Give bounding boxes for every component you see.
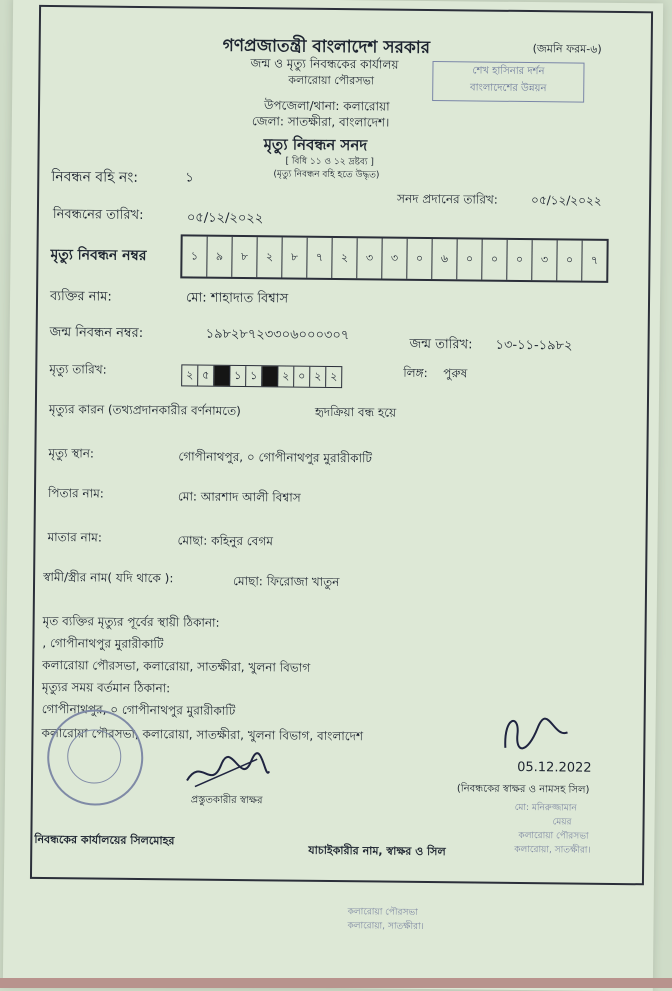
spouse-label: স্বামী/স্ত্রীর নাম( যদি থাকে ): xyxy=(43,569,174,586)
spouse-value: মোছা: ফিরোজা খাতুন xyxy=(233,573,340,590)
verifier-stamp-place: কলারোয়া, সাতক্ষীরা। xyxy=(347,921,424,932)
death-date-digit: ২ xyxy=(330,369,338,383)
dob-value: ১৩-১১-১৯৮২ xyxy=(495,337,573,354)
slogan-line-1: শেখ হাসিনার দর্শন xyxy=(472,65,545,78)
book-no-label: নিবন্ধন বহি নং: xyxy=(51,169,139,186)
death-date-digit: ৫ xyxy=(198,366,214,386)
reg-no-digit: ৬ xyxy=(432,239,457,279)
office-seal-label: নিবন্ধকের কার্যালয়ের সিলমোহর xyxy=(34,832,175,848)
preparer-signature xyxy=(181,750,271,795)
reg-no-digit: ০ xyxy=(557,240,582,280)
from-book-note: (মৃত্যু নিবন্ধন বহি হতে উদ্ধৃত) xyxy=(273,169,380,181)
gender-value: পুরুষ xyxy=(443,366,468,381)
mother-label: মাতার নাম: xyxy=(47,530,103,545)
preparer-signature-label: প্রস্তুতকারীর স্বাক্ষর xyxy=(190,794,263,807)
mayor-name: মো: মনিরুজ্জামান xyxy=(514,802,577,814)
office-seal xyxy=(47,709,144,806)
registrar-signature-label: (নিবন্ধকের স্বাক্ষর ও নামসহ সিল) xyxy=(456,783,590,796)
gov-title: গণপ্রজাতন্ত্রী বাংলাদেশ সরকার xyxy=(222,35,431,58)
reg-no-digit: ৮ xyxy=(232,237,257,277)
signed-date: 05.12.2022 xyxy=(517,759,592,776)
slogan-stamp xyxy=(432,61,584,103)
death-date-digit: ০ xyxy=(294,367,310,387)
gender-label: লিঙ্গ: xyxy=(403,365,428,380)
reg-no-digit: ২ xyxy=(257,237,282,277)
mayor-place: কলারোয়া, সাতক্ষীরা। xyxy=(514,844,591,856)
certificate-title: মৃত্যু নিবন্ধন সনদ xyxy=(263,135,368,155)
reg-no-box xyxy=(180,234,608,282)
certificate-paper xyxy=(3,0,663,991)
municipality-line: কলারোয়া পৌরসভা xyxy=(288,73,375,88)
issue-date-value: ০৫/১২/২০২২ xyxy=(531,193,602,208)
death-date-label: মৃত্যু তারিখ: xyxy=(49,362,107,377)
verifier-stamp-org: কলারোয়া পৌরসভা xyxy=(347,907,418,918)
curr-addr-label: মৃত্যুর সময় বর্তমান ঠিকানা: xyxy=(41,679,171,696)
death-date-digit xyxy=(214,366,230,386)
reg-no-digit: ০ xyxy=(457,239,482,279)
reg-no-digit: ০ xyxy=(507,240,532,280)
reg-date-label: নিবন্ধনের তারিখ: xyxy=(52,207,144,223)
issue-date-label: সনদ প্রদানের তারিখ: xyxy=(397,191,498,207)
death-date-digit: ১ xyxy=(230,366,246,386)
death-date-digit: ১ xyxy=(246,366,262,386)
form-label: (জমনি ফরম-৬) xyxy=(532,42,602,56)
reg-no-digit: ২ xyxy=(332,238,357,278)
name-value: মো: শাহাদাত বিশ্বাস xyxy=(185,290,289,307)
father-value: মো: আরশাদ আলী বিশ্বাস xyxy=(177,489,301,505)
mayor-org: কলারোয়া পৌরসভা xyxy=(518,830,589,842)
name-label: ব্যক্তির নাম: xyxy=(49,289,112,305)
perm-addr-line-1: , গোপীনাথপুর মুরারীকাটি xyxy=(42,635,164,652)
slogan-line-2: বাংলাদেশের উন্নয়ন xyxy=(470,82,547,95)
reg-no-digit: ৩ xyxy=(357,238,382,278)
death-date-digit: ২ xyxy=(310,367,326,387)
death-date-digit xyxy=(262,366,278,386)
reg-no-label: মৃত্যু নিবন্ধন নম্বর xyxy=(50,247,147,265)
curr-addr-line-1: গোপীনাথপুর, ০ গোপীনাথপুর মুরারীকাটি xyxy=(41,701,236,718)
reg-date-value: ০৫/১২/২০২২ xyxy=(186,210,264,227)
curr-addr-line-2: কলারোয়া পৌরসভা, কলারোয়া, সাতক্ষীরা, খুলনা বিভাগ, বাংলাদেশ xyxy=(41,725,364,744)
registrar-signature xyxy=(497,708,578,765)
reg-no-digit: ১ xyxy=(182,236,207,276)
table-edge xyxy=(0,978,672,988)
death-date-box xyxy=(181,364,342,388)
reg-no-digit: ৭ xyxy=(307,238,332,278)
death-date-digit: ২ xyxy=(278,366,294,386)
office-line: জন্ম ও মৃত্যু নিবন্ধকের কার্যালয় xyxy=(250,56,399,72)
perm-addr-line-2: কলারোয়া পৌরসভা, কলারোয়া, সাতক্ষীরা, খুলনা বিভাগ xyxy=(42,657,311,675)
reg-no-digit: ৩ xyxy=(532,240,557,280)
place-value: গোপীনাথপুর, ০ গোপীনাথপুর মুরারীকাটি xyxy=(178,449,373,466)
book-no-value: ১ xyxy=(185,170,194,186)
dob-label: জন্ম তারিখ: xyxy=(409,336,473,353)
reg-no-digit: ০ xyxy=(482,240,507,280)
district-line: জেলা: সাতক্ষীরা, বাংলাদেশ। xyxy=(251,114,390,130)
reg-no-digit: ৮ xyxy=(282,237,307,277)
mother-value: মোছা: কহিনুর বেগম xyxy=(177,533,273,549)
perm-addr-label: মৃত ব্যক্তির মৃত্যুর পূর্বের স্থায়ী ঠিকানা: xyxy=(42,613,220,630)
rule-ref: [ বিধি ১১ ও ১২ দ্রষ্টব্য ] xyxy=(285,156,374,168)
birth-reg-label: জন্ম নিবন্ধন নম্বর: xyxy=(49,325,144,342)
place-label: মৃত্যু স্থান: xyxy=(48,446,95,461)
reg-no-digit: ৩ xyxy=(382,239,407,279)
cause-value: হৃদক্রিয়া বন্ধ হয়ে xyxy=(314,404,397,420)
reg-no-digit: ০ xyxy=(407,239,432,279)
reg-no-digit: ৯ xyxy=(207,237,232,277)
father-label: পিতার নাম: xyxy=(47,486,104,501)
upazila-line: উপজেলা/থানা: কলারোয়া xyxy=(263,98,390,114)
verifier-label: যাচাইকারীর নাম, স্বাক্ষর ও সিল xyxy=(308,843,446,859)
death-date-digit: ২ xyxy=(182,365,198,385)
cause-label: মৃত্যুর কারন (তথ্যপ্রদানকারীর বর্ণনামতে) xyxy=(48,402,241,419)
mayor-title: মেয়র xyxy=(552,817,572,828)
reg-no-digit: ৭ xyxy=(590,253,599,267)
birth-reg-value: ১৯৮২৮৭২৩৩০৬০০০৩০৭ xyxy=(205,326,350,344)
